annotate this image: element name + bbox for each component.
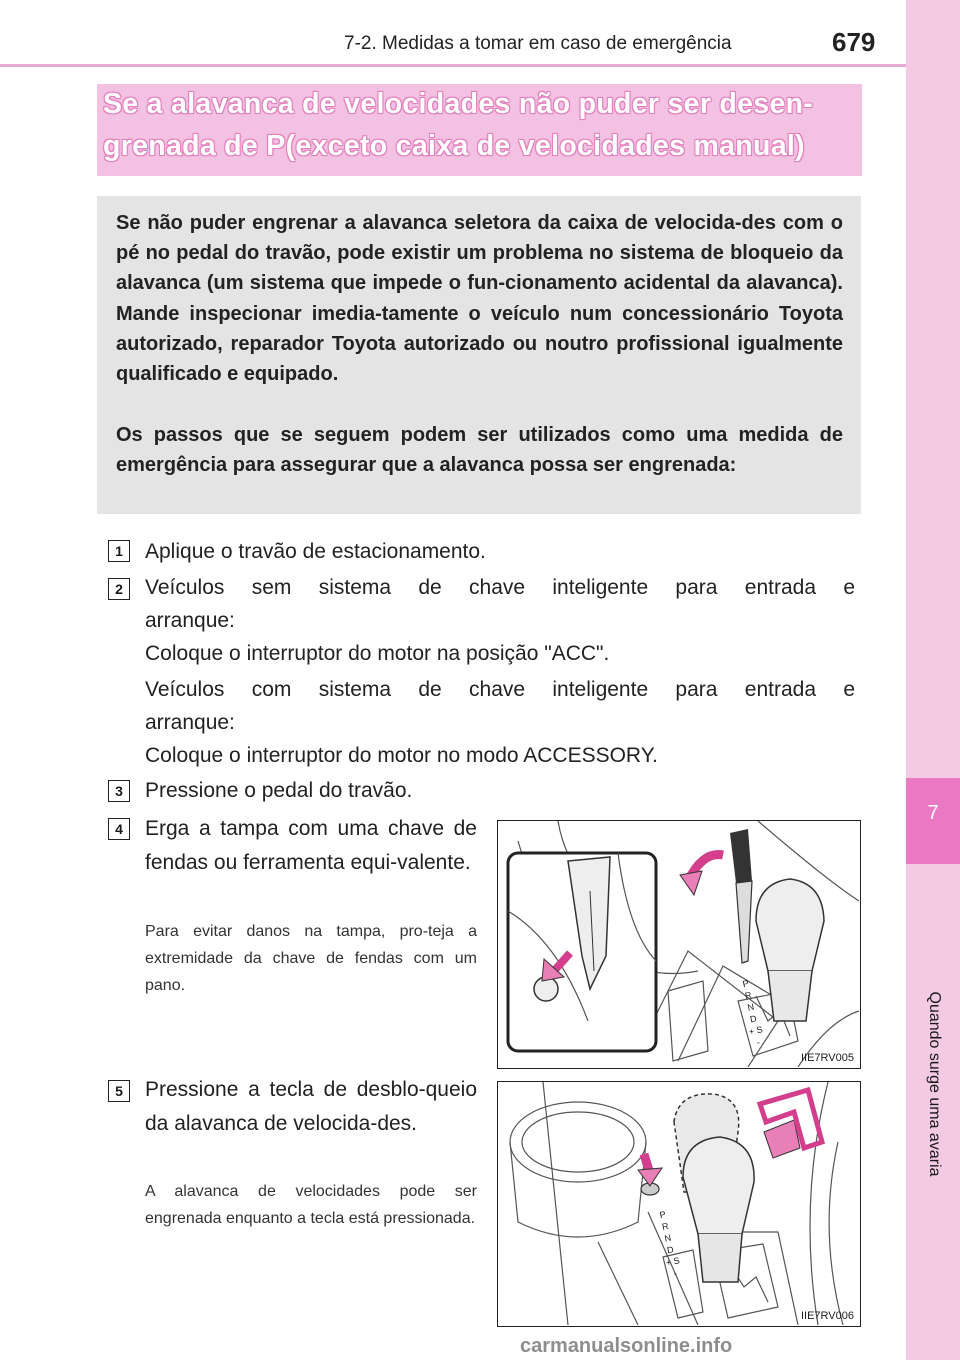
section-title: 7-2. Medidas a tomar em caso de emergência (344, 33, 732, 54)
intro-paragraph-1: Se não puder engrenar a alavanca seletora da caixa de velocida-des com o pé no pedal do travão, pode existir um problema no sistema de bloqueio da alavanca (um sistema que impede o fun-cionamento acidental da alavanca). Mande inspecionar imedia-tamente o veículo num concessionário Toyota autorizado, reparador Toyota autorizado ou noutro profissional igualmente qualificado e equipado. (116, 212, 843, 386)
chapter-number: 7 (927, 802, 939, 824)
gate-p: P (658, 1209, 667, 1221)
shifter-cover-illustration (498, 821, 859, 1067)
step-2b-line-1: Veículos com sistema de chave inteligente para entrada e (145, 678, 855, 701)
step-number-4: 4 (108, 818, 130, 840)
figure-code-2: IIE7RV006 (800, 1310, 854, 1322)
intro-paragraph-2: Os passos que se seguem podem ser utilizados como uma medida de emergência para assegurar que a alavanca possa ser engrenada: (116, 424, 843, 477)
step-1-text: Aplique o travão de estacionamento. (145, 540, 486, 563)
step-number-1: 1 (108, 540, 130, 562)
figure-release-button (497, 1081, 861, 1327)
step-2b-line-3: Coloque o interruptor do motor no modo ACCESSORY. (145, 744, 658, 767)
gate-d: D (666, 1244, 675, 1256)
step-4-text: Erga a tampa com uma chave de fendas ou ferramenta equi-valente. (145, 817, 477, 874)
step-number-2: 2 (108, 578, 130, 600)
gate-r: R (744, 989, 753, 1001)
step-2a-line-1: Veículos sem sistema de chave inteligente para entrada e (145, 576, 855, 599)
step-3-text: Pressione o pedal do travão. (145, 779, 413, 802)
figure-code-1: IIE7RV005 (800, 1052, 854, 1064)
page-number: 679 (832, 27, 876, 57)
title-banner (97, 84, 862, 176)
step-2a-line-2: arranque: (145, 609, 235, 632)
intro-box (97, 196, 861, 514)
gate-d: D (749, 1013, 758, 1025)
step-2a-line-3: Coloque o interruptor do motor na posição "ACC". (145, 642, 610, 665)
step-4-note: Para evitar danos na tampa, pro-teja a extremidade da chave de fendas com um pano. (145, 923, 477, 994)
step-2b-line-2: arranque: (145, 711, 235, 734)
header-divider (0, 64, 906, 67)
step-5-text: Pressione a tecla de desblo-queio da alavanca de velocida-des. (145, 1078, 477, 1135)
chapter-label: Quando surge uma avaria (926, 991, 943, 1177)
gate-s: + S - (747, 1024, 764, 1048)
gate-p: P (741, 978, 750, 990)
shift-lock-release-illustration (498, 1082, 859, 1325)
gate-n: N (663, 1232, 672, 1244)
title-line-2: grenada de P(exceto caixa de velocidades manual) (103, 130, 805, 162)
step-5-note: A alavanca de velocidades pode ser engrenada enquanto a tecla está pressionada. (145, 1183, 477, 1227)
gate-s: + S - (664, 1255, 681, 1279)
step-number-3: 3 (108, 780, 130, 802)
gate-n: N (746, 1001, 755, 1013)
watermark: carmanualsonline.info (520, 1335, 733, 1357)
step-number-5: 5 (108, 1080, 130, 1102)
figure-lift-cover (497, 820, 861, 1069)
title-line-1: Se a alavanca de velocidades não puder ser desen- (103, 88, 814, 120)
gate-r: R (661, 1220, 670, 1232)
